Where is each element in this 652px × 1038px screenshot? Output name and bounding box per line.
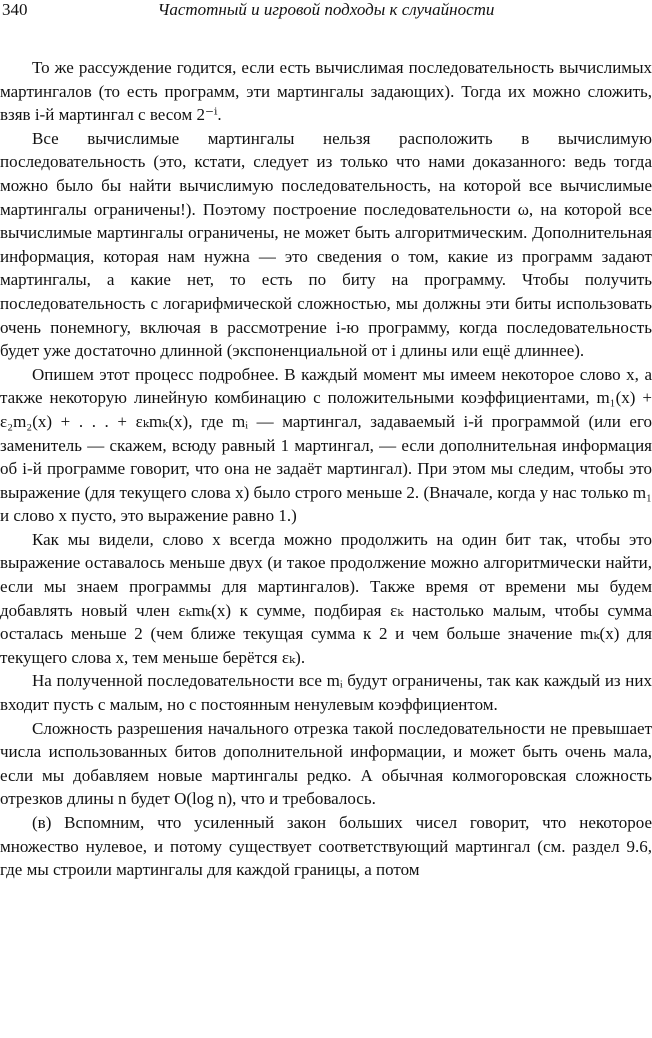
paragraph-1: То же рассуждение годится, если есть вычислимая последовательность вычислимых мартингалов (то есть программ, эти мартингалы задающих). Тогда их можно сложить, взяв i-й мартингал с весом 2⁻ⁱ. bbox=[0, 58, 652, 125]
page-header bbox=[0, 0, 652, 24]
paragraph-5: На полученной последовательности все mᵢ будут ограничены, так как каждый из них входит пусть с малым, но с постоянным ненулевым коэффициентом. bbox=[0, 671, 652, 715]
body-text bbox=[0, 56, 652, 882]
paragraph-7: (в) Вспомним, что усиленный закон больших чисел говорит, что некоторое множество нулевое, и потому существует соответствующий мартингал (см. раздел 9.6, где мы строили мартингалы для каждой границы, а потом bbox=[0, 813, 652, 880]
page-number: 340 bbox=[2, 0, 28, 19]
paragraph-3: Опишем этот процесс подробнее. В каждый момент мы имеем некоторое слово x, а также некоторую линейную комбинацию с положительными коэффициентами, m₁(x) + ε₂m₂(x) + . . . + εₖmₖ(x), где mᵢ — мартингал, задаваемый i-й программой (или его заменитель — скажем, всюду равный 1 мартингал, — если дополнительная информация об i-й программе говорит, что она не задаёт мартингал). При этом мы следим, чтобы это выражение (для текущего слова x) было строго меньше 2. (Вначале, когда у нас только m₁ и слово x пусто, это выражение равно 1.) bbox=[0, 364, 652, 526]
paragraph-6: Сложность разрешения начального отрезка такой последовательности не превышает числа использованных битов дополнительной информации, и может быть очень мала, если мы добавляем новые мартингалы редко. А обычная колмогоровская сложность отрезков длины n будет O(log n), что и требовалось. bbox=[0, 718, 652, 809]
paragraph-4: Как мы видели, слово x всегда можно продолжить на один бит так, чтобы это выражение оставалось меньше двух (и такое продолжение можно алгоритмически найти, если мы знаем программы для мартингалов). Также время от времени мы будем добавлять новый член εₖmₖ(x) к сумме, подбирая εₖ настолько малым, чтобы сумма осталась меньше 2 (чем ближе текущая сумма к 2 и чем больше значение mₖ(x) для текущего слова x, тем меньше берётся εₖ). bbox=[0, 529, 652, 667]
running-title: Частотный и игровой подходы к случайности bbox=[157, 0, 495, 19]
paragraph-2: Все вычислимые мартингалы нельзя расположить в вычислимую последовательность (это, кстати, следует из только что нами доказанного: ведь тогда можно было бы найти вычислимую последовательность, на которой все вычислимые мартингалы ограничены!). Поэтому построение последовательности ω, на которой все вычислимые мартингалы ограничены, не может быть алгоритмическим. Дополнительная информация, которая нам нужна — это сведения о том, какие из программ задают мартингалы, а какие нет, то есть по биту на программу. Чтобы получить последовательность с логарифмической сложностью, мы должны эти биты использовать очень понемногу, включая в рассмотрение i-ю программу, когда последовательность будет уже достаточно длинной (экспоненциальной от i длины или ещё длиннее). bbox=[0, 128, 652, 361]
